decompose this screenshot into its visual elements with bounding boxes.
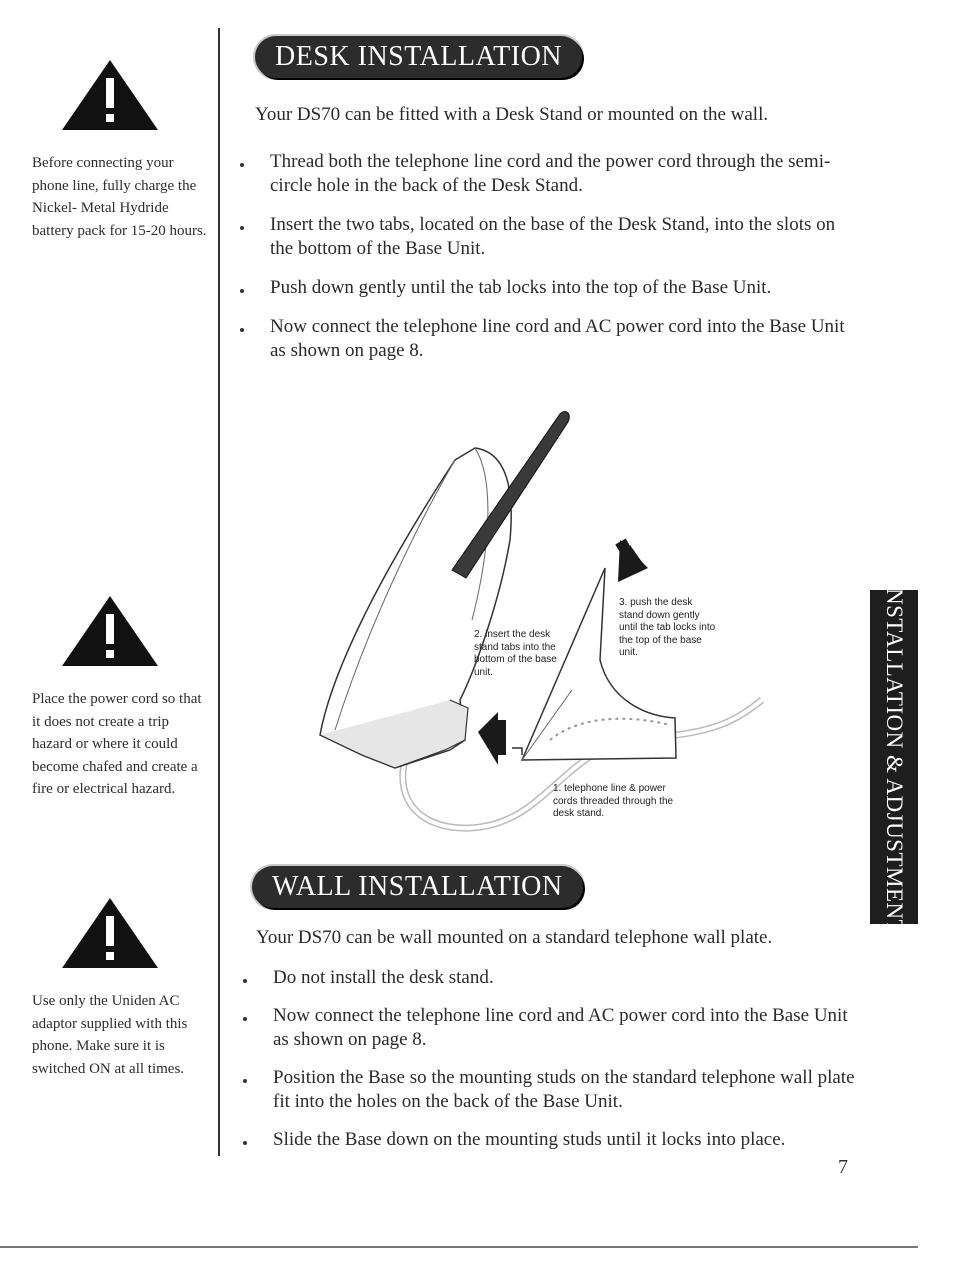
wall-installation-heading: WALL INSTALLATION: [252, 866, 583, 908]
warning-triangle-icon: [60, 896, 160, 970]
page-number: 7: [838, 1156, 848, 1178]
warning-note-cord: [32, 594, 212, 801]
list-item: Now connect the telephone line cord and AC power cord into the Base Unit as shown on page 8.: [240, 315, 850, 363]
diagram-caption-cords: 1. telephone line & power cords threaded through the desk stand.: [553, 783, 674, 819]
list-item: Slide the Base down on the mounting studs until it locks into place.: [243, 1128, 855, 1152]
warning-note-adaptor: [32, 896, 212, 1080]
desk-steps: [240, 150, 850, 378]
list-item: Position the Base so the mounting studs on the standard telephone wall plate fit into the holes on the back of the Base Unit.: [243, 1066, 855, 1114]
diagram-caption-push: 3. push the desk stand down gently until the tab locks into the top of the base unit.: [619, 597, 716, 658]
warning-triangle-icon: [60, 58, 160, 132]
warning-text: Before connecting your phone line, fully charge the Nickel- Metal Hydride battery pack for 15-20 hours.: [32, 155, 207, 239]
wall-steps: [243, 966, 855, 1166]
warning-text: Use only the Uniden AC adaptor supplied with this phone. Make sure it is switched ON at all times.: [32, 993, 188, 1077]
list-item: Now connect the telephone line cord and AC power cord into the Base Unit as shown on page 8.: [243, 1004, 855, 1052]
section-side-tab-label: INSTALLATION & ADJUSTMENT: [882, 579, 907, 935]
desk-stand-diagram: [300, 400, 770, 840]
diagram-caption-insert: 2. insert the desk stand tabs into the bottom of the base unit.: [474, 629, 557, 678]
list-item: Thread both the telephone line cord and the power cord through the semi-circle hole in the back of the Desk Stand.: [240, 150, 850, 198]
list-item: Insert the two tabs, located on the base of the Desk Stand, into the slots on the bottom of the Base Unit.: [240, 213, 850, 261]
warning-note-charge: [32, 58, 212, 242]
section-side-tab: [870, 579, 918, 935]
column-divider: [218, 28, 220, 1156]
warning-triangle-icon: [60, 594, 160, 668]
desk-installation-heading: DESK INSTALLATION: [255, 36, 582, 78]
wall-intro: Your DS70 can be wall mounted on a standard telephone wall plate.: [256, 927, 773, 948]
warning-text: Place the power cord so that it does not create a trip hazard or where it could become chafed and create a fire or electrical hazard.: [32, 691, 202, 797]
page-bottom-rule: [0, 1246, 918, 1248]
list-item: Push down gently until the tab locks into the top of the Base Unit.: [240, 276, 850, 300]
desk-intro: Your DS70 can be fitted with a Desk Stand or mounted on the wall.: [255, 104, 769, 125]
list-item: Do not install the desk stand.: [243, 966, 855, 990]
